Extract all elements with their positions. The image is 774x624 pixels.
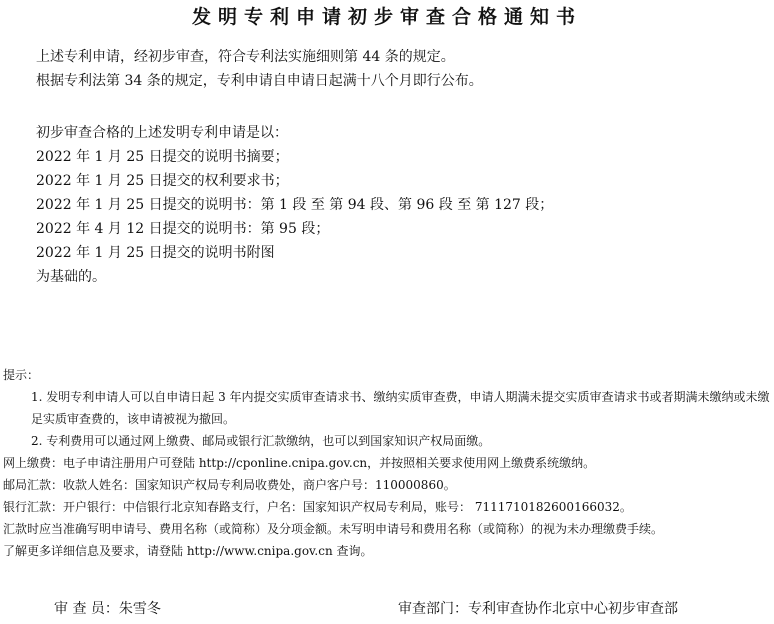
note-item-2: 2. 专利费用可以通过网上缴费、邮局或银行汇款缴纳，也可以到国家知识产权局面缴。 (31, 434, 491, 448)
notice-title: 发明专利申请初步审查合格通知书 (191, 6, 582, 28)
document-item: 2022 年 1 月 25 日提交的说明书：第 1 段 至 第 94 段、第 96 段 至 第 127 段； (36, 197, 554, 213)
documents-closing: 为基础的。 (36, 269, 106, 285)
examiner: 审 查 员：朱雪冬 (54, 601, 161, 617)
note-item-1: 1. 发明专利申请人可以自申请日起 3 年内提交实质审查请求书、缴纳实质审查费，申请人期满未提交实质审查请求书或者期满未缴纳或未缴足实质审查费的，该申请被视为撤回。 (31, 390, 770, 426)
online-payment-note: 网上缴费：电子申请注册用户可登陆 http://cponline.cnipa.gov.cn，并按照相关要求使用网上缴费系统缴纳。 (3, 456, 596, 470)
bank-payment-note: 银行汇款：开户银行：中信银行北京知春路支行，户名：国家知识产权局专利局，账号： 7111710182600166032。 (3, 500, 632, 514)
document-item: 2022 年 4 月 12 日提交的说明书：第 95 段； (36, 221, 330, 237)
document-item: 2022 年 1 月 25 日提交的说明书附图 (36, 245, 275, 261)
remittance-note: 汇款时应当准确写明申请号、费用名称（或简称）及分项金额。未写明申请号和费用名称（或简称）的视为未办理缴费手续。 (3, 522, 664, 536)
documents-heading: 初步审查合格的上述发明专利申请是以： (36, 125, 288, 141)
examination-department: 审查部门：专利审查协作北京中心初步审查部 (398, 601, 678, 617)
documents-section (36, 121, 553, 289)
notes-section (3, 364, 771, 562)
post-payment-note: 邮局汇款：收款人姓名：国家知识产权局专利局收费处，商户客户号：110000860。 (3, 478, 456, 492)
document-item: 2022 年 1 月 25 日提交的权利要求书； (36, 173, 289, 189)
document-item: 2022 年 1 月 25 日提交的说明书摘要； (36, 149, 289, 165)
intro-section (36, 45, 483, 93)
notes-label: 提示： (3, 368, 40, 382)
intro-line: 根据专利法第 34 条的规定，专利申请自申请日起满十八个月即行公布。 (36, 73, 483, 89)
intro-line: 上述专利申请，经初步审查，符合专利法实施细则第 44 条的规定。 (36, 49, 455, 65)
more-info-note: 了解更多详细信息及要求，请登陆 http://www.cnipa.gov.cn 查询。 (3, 544, 373, 558)
